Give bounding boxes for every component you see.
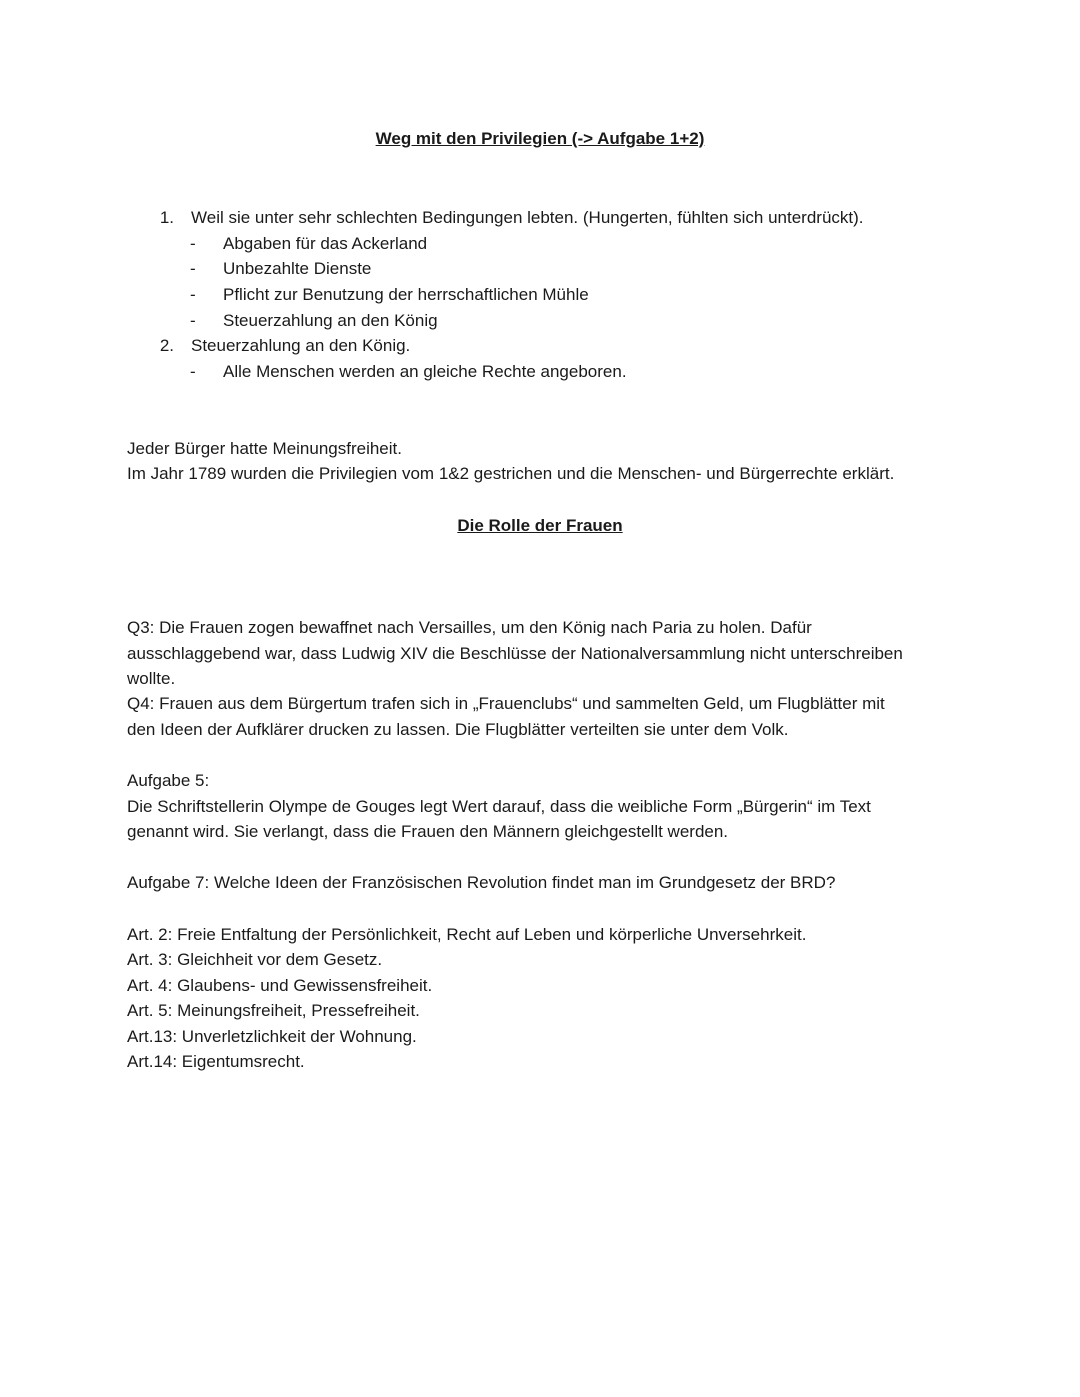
q3-line: ausschlaggebend war, dass Ludwig XIV die Beschlüsse der Nationalversammlung nicht unterschreiben [127,644,903,663]
bullet-dash: - [190,311,196,330]
bullet-item: Abgaben für das Ackerland [223,234,428,253]
article-line: Art. 2: Freie Entfaltung der Persönlichkeit, Recht auf Leben und körperliche Unversehrkeit. [127,925,807,944]
bullet-dash: - [190,285,196,304]
article-line: Art.14: Eigentumsrecht. [127,1052,305,1071]
aufgabe7-question: Aufgabe 7: Welche Ideen der Französischen Revolution findet man im Grundgesetz der BRD? [127,873,836,892]
bullet-dash: - [190,259,196,278]
q4-line: den Ideen der Aufklärer drucken zu lassen. Die Flugblätter verteilten sie unter dem Volk. [127,720,789,739]
paragraph-line: Jeder Bürger hatte Meinungsfreiheit. [127,439,402,458]
list-item-text: Weil sie unter sehr schlechten Bedingungen lebten. (Hungerten, fühlten sich unterdrückt). [191,208,864,227]
q3-line: Q3: Die Frauen zogen bewaffnet nach Versailles, um den König nach Paria zu holen. Dafür [127,618,812,637]
aufgabe5-line: Die Schriftstellerin Olympe de Gouges legt Wert darauf, dass die weibliche Form „Bürgerin“ im Text [127,797,871,816]
article-line: Art. 4: Glaubens- und Gewissensfreiheit. [127,976,433,995]
article-line: Art. 3: Gleichheit vor dem Gesetz. [127,950,383,969]
list-number: 1. [159,208,174,227]
bullet-item: Steuerzahlung an den König [223,311,438,330]
bullet-dash: - [190,362,196,381]
list-item-text: Steuerzahlung an den König. [191,336,411,355]
q3-line: wollte. [127,669,176,688]
bullet-dash: - [190,234,196,253]
section-heading-privilegien: Weg mit den Privilegien (-> Aufgabe 1+2) [375,129,705,148]
bullet-item: Pflicht zur Benutzung der herrschaftlichen Mühle [223,285,589,304]
bullet-item: Unbezahlte Dienste [223,259,372,278]
paragraph-line: Im Jahr 1789 wurden die Privilegien vom 1&2 gestrichen und die Menschen- und Bürgerrechte erklärt. [127,464,895,483]
article-line: Art.13: Unverletzlichkeit der Wohnung. [127,1027,417,1046]
q4-line: Q4: Frauen aus dem Bürgertum trafen sich in „Frauenclubs“ und sammelten Geld, um Flugblätter mit [127,694,885,713]
article-line: Art. 5: Meinungsfreiheit, Pressefreiheit. [127,1001,420,1020]
list-number: 2. [159,336,174,355]
aufgabe5-title: Aufgabe 5: [127,771,210,790]
aufgabe5-line: genannt wird. Sie verlangt, dass die Frauen den Männern gleichgestellt werden. [127,822,729,841]
section-heading-frauen: Die Rolle der Frauen [457,516,623,535]
bullet-item: Alle Menschen werden an gleiche Rechte angeboren. [223,362,627,381]
